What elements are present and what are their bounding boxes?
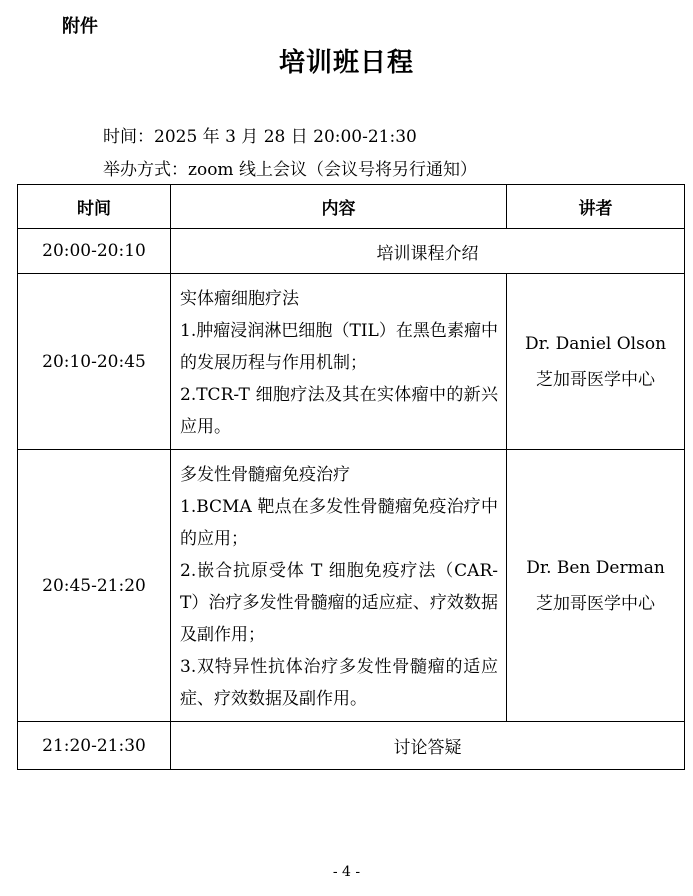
row-time: 20:00-20:10: [18, 229, 171, 274]
table-row: [18, 722, 685, 770]
row-content: [171, 450, 507, 722]
speaker-org: 芝加哥医学中心: [536, 369, 655, 390]
speaker-org: 芝加哥医学中心: [536, 593, 655, 614]
table-row: [18, 450, 685, 722]
row-speaker: [507, 450, 685, 722]
speaker-name: Dr. Ben Derman: [526, 557, 665, 578]
page-title: 培训班日程: [278, 48, 414, 78]
format-info: 举办方式：zoom 线上会议（会议号将另行通知）: [103, 160, 477, 180]
row-content: 培训课程介绍: [171, 229, 685, 274]
row-time: 20:10-20:45: [18, 274, 171, 450]
session-topic: 实体瘤细胞疗法: [180, 289, 299, 309]
row-content: [171, 274, 507, 450]
header-speaker: 讲者: [507, 185, 685, 229]
session-item: 1.BCMA 靶点在多发性骨髓瘤免疫治疗中的应用；: [180, 497, 498, 549]
row-time: 21:20-21:30: [18, 722, 171, 770]
session-item: 3.双特异性抗体治疗多发性骨髓瘤的适应症、疗效数据及副作用。: [180, 657, 498, 709]
table-row: [18, 274, 685, 450]
table-header-row: [18, 185, 685, 229]
session-item: 2.TCR-T 细胞疗法及其在实体瘤中的新兴应用。: [180, 385, 498, 437]
schedule-table: [17, 184, 685, 770]
row-speaker: [507, 274, 685, 450]
attachment-label: 附件: [62, 16, 98, 37]
session-item: 1.肿瘤浸润淋巴细胞（TIL）在黑色素瘤中的发展历程与作用机制；: [180, 321, 498, 373]
row-time: 20:45-21:20: [18, 450, 171, 722]
table-row: [18, 229, 685, 274]
speaker-name: Dr. Daniel Olson: [524, 333, 667, 354]
header-content: 内容: [171, 185, 507, 229]
header-time: 时间: [18, 185, 171, 229]
row-content: 讨论答疑: [171, 722, 685, 770]
time-info: 时间：2025 年 3 月 28 日 20:00-21:30: [103, 127, 417, 147]
session-topic: 多发性骨髓瘤免疫治疗: [180, 465, 350, 485]
session-item: 2.嵌合抗原受体 T 细胞免疫疗法（CAR-T）治疗多发性骨髓瘤的适应症、疗效数据及副作用；: [180, 561, 498, 645]
page-number: - 4 -: [332, 864, 361, 880]
